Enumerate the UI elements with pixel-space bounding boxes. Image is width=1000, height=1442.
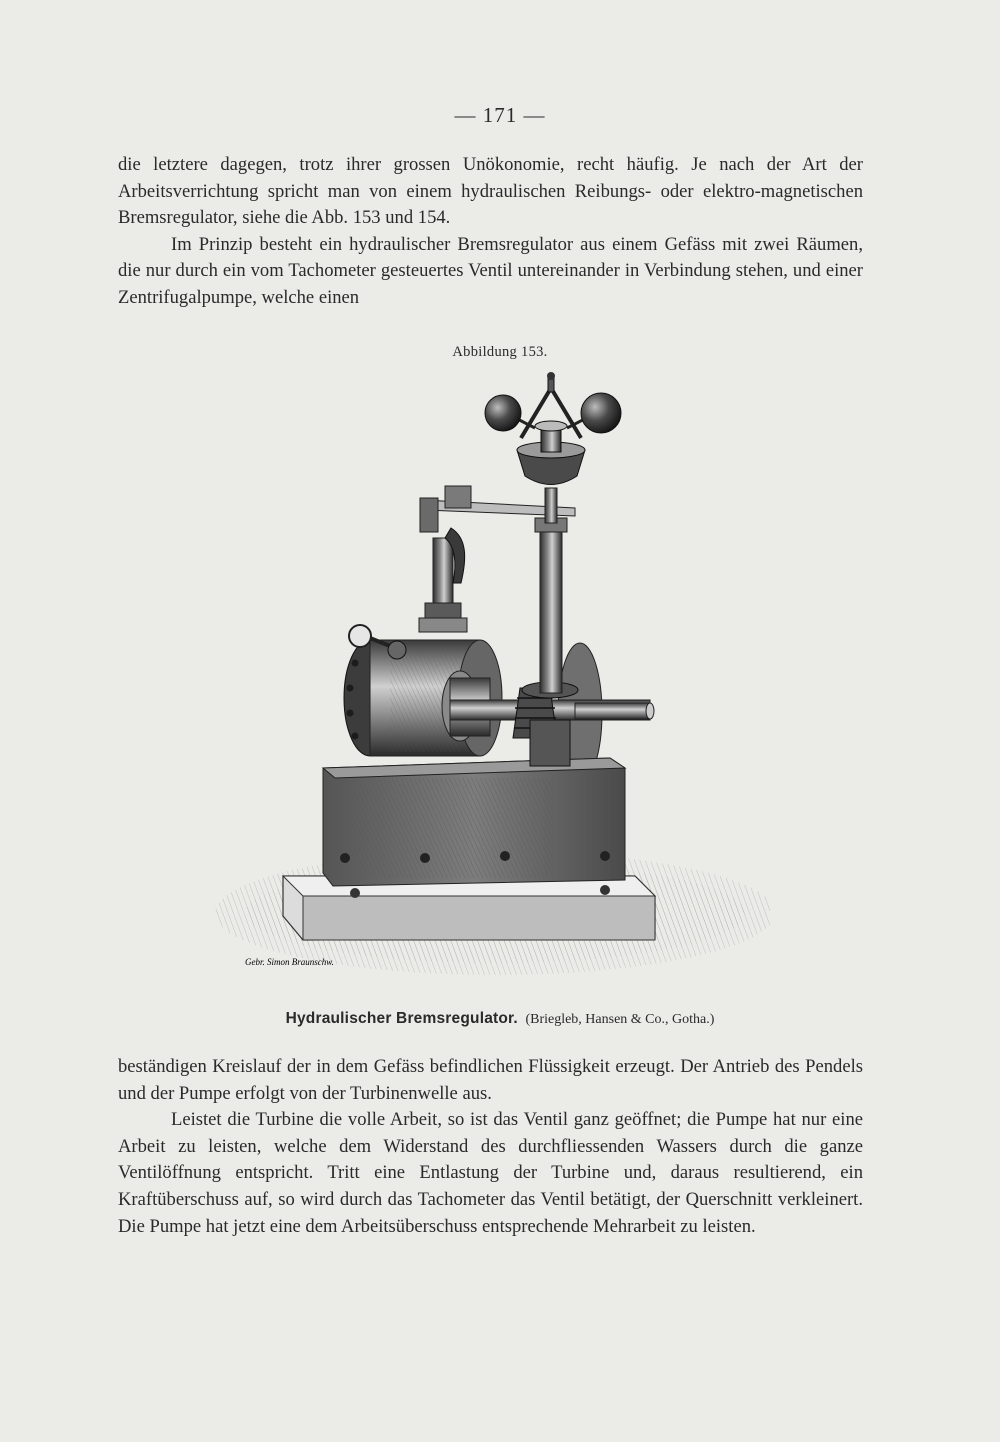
paragraph: die letztere dagegen, trotz ihrer grossen Unökonomie, recht häufig. Je nach der Art der Arbeitsverrichtung spricht man von einem hydraulischen Reibungs- oder elektro-magnetischen Bremsregulator, siehe die Abb. 153 und 154.: [118, 154, 863, 229]
figure-caption: [0, 1010, 1000, 1028]
engraver-signature: Gebr. Simon Braunschw.: [245, 957, 334, 967]
paragraph: Im Prinzip besteht ein hydraulischer Bremsregulator aus einem Gefäss mit zwei Räumen, die nur durch ein vom Tachometer gesteuertes Ventil untereinander in Verbindung stehen, und einer Zentrifugalpumpe, welche einen: [118, 233, 863, 308]
caption-source: (Briegleb, Hansen & Co., Gotha.): [525, 1012, 715, 1027]
brake-regulator-engraving: [205, 368, 770, 980]
text-block-bottom: [118, 1054, 863, 1240]
paragraph: Leistet die Turbine die volle Arbeit, so ist das Ventil ganz geöffnet; die Pumpe hat nur eine Arbeit zu leisten, welche dem Widerstand des durchfliessenden Wassers durch die ganze Ventilöffnung entspricht. Tritt eine Entlastung der Turbine und, daraus resultierend, ein Kraftüberschuss auf, so wird durch das Tachometer das Ventil betätigt, der Querschnitt verkleinert. Die Pumpe hat jetzt eine dem Arbeitsüberschuss entsprechende Mehrarbeit zu leisten.: [118, 1109, 863, 1237]
paragraph: beständigen Kreislauf der in dem Gefäss befindlichen Flüssigkeit erzeugt. Der Antrieb des Pendels und der Pumpe erfolgt von der Turbinenwelle aus.: [118, 1056, 863, 1104]
figure-label: Abbildung 153.: [452, 344, 548, 360]
page-number: — 171 —: [454, 103, 546, 127]
text-block-top: [118, 152, 863, 312]
caption-title: Hydraulischer Bremsregulator.: [285, 1010, 518, 1027]
